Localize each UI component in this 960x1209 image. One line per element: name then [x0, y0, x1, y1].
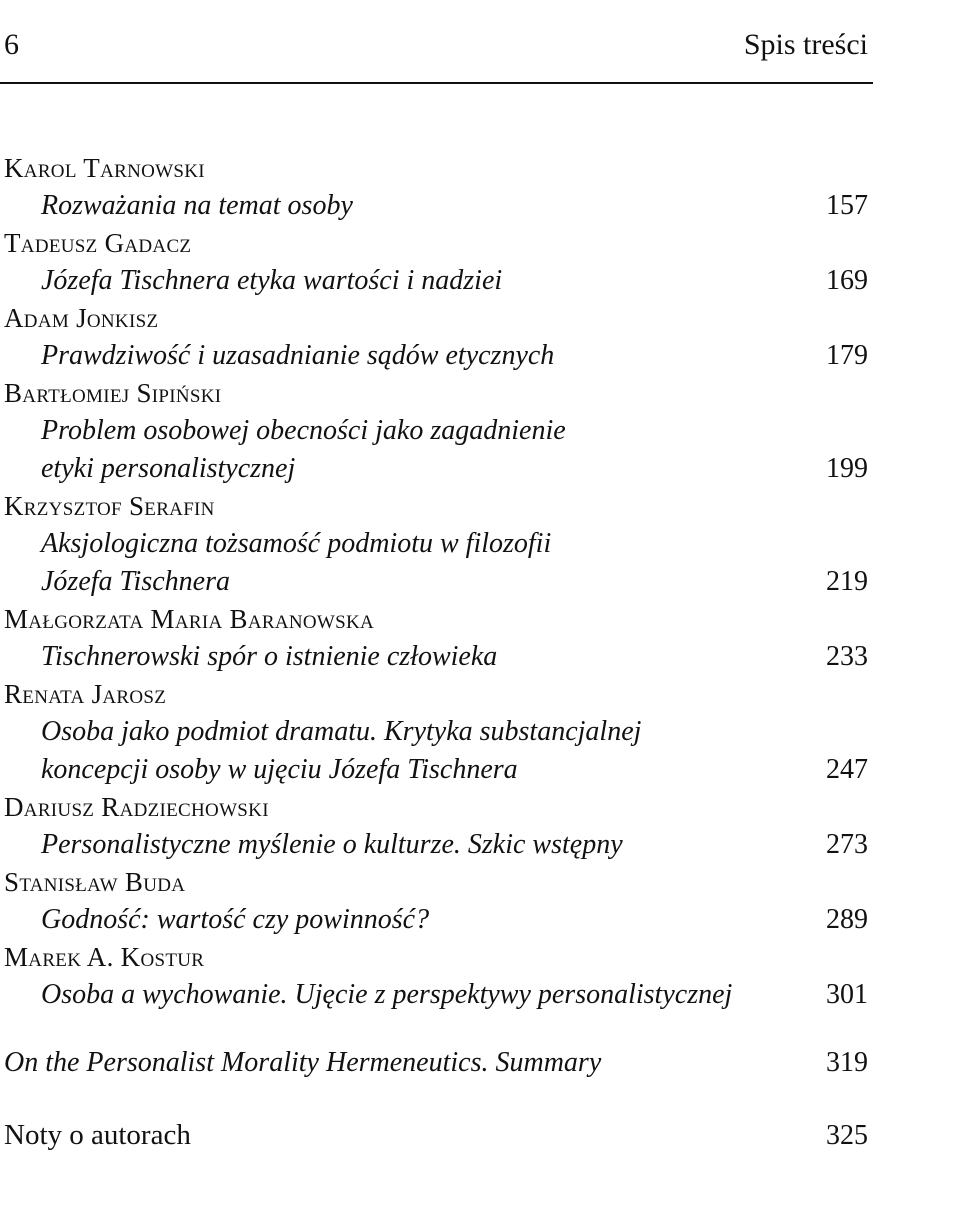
entry-author: Krzysztof Serafin	[4, 491, 215, 521]
entry-page: 273	[826, 829, 868, 860]
entry-page: 289	[826, 904, 868, 935]
entry-author: Bartłomiej Sipiński	[4, 378, 222, 408]
toc-notes-entry[interactable]	[4, 1116, 868, 1154]
entry-title-line: Aksjologiczna tożsamość podmiotu w filozofii	[41, 528, 552, 559]
toc-entry[interactable]	[4, 150, 868, 225]
entry-title-line: Józefa Tischnera	[41, 566, 230, 597]
page-header	[0, 28, 868, 62]
entry-page: 247	[826, 754, 868, 785]
entry-title-line: Osoba jako podmiot dramatu. Krytyka substancjalnej	[41, 716, 642, 747]
toc-entry[interactable]	[4, 300, 868, 375]
toc-entry[interactable]	[4, 864, 868, 939]
entry-author: Karol Tarnowski	[4, 153, 205, 183]
entry-title-line: Problem osobowej obecności jako zagadnienie	[41, 415, 566, 446]
entry-author: Małgorzata Maria Baranowska	[4, 604, 375, 634]
entry-page: 179	[826, 340, 868, 371]
entry-author: Renata Jarosz	[4, 679, 167, 709]
entry-title: Godność: wartość czy powinność?	[41, 904, 430, 935]
entry-title: Rozważania na temat osoby	[41, 190, 353, 221]
summary-page: 319	[826, 1047, 868, 1078]
toc-entry[interactable]	[4, 789, 868, 864]
entry-title: Osoba a wychowanie. Ujęcie z perspektywy personalistycznej	[41, 979, 733, 1010]
entry-page: 301	[826, 979, 868, 1010]
toc-entry[interactable]	[4, 225, 868, 300]
toc-entry[interactable]	[4, 488, 868, 601]
toc-entry[interactable]	[4, 375, 868, 488]
entry-page: 199	[826, 453, 868, 484]
entry-title: Tischnerowski spór o istnienie człowieka	[41, 641, 498, 672]
running-title: Spis treści	[743, 28, 868, 61]
toc-entry[interactable]	[4, 601, 868, 676]
toc-entry[interactable]	[4, 939, 868, 1014]
toc-summary-entry[interactable]	[4, 1044, 868, 1082]
entry-page: 157	[826, 190, 868, 221]
entry-page: 219	[826, 566, 868, 597]
notes-title: Noty o autorach	[4, 1119, 191, 1151]
entry-author: Dariusz Radziechowski	[4, 792, 269, 822]
entry-title: Prawdziwość i uzasadnianie sądów etycznych	[41, 340, 555, 371]
page-number: 6	[4, 28, 19, 61]
entry-title: Personalistyczne myślenie o kulturze. Szkic wstępny	[41, 829, 623, 860]
entry-author: Stanisław Buda	[4, 867, 186, 897]
entry-author: Marek A. Kostur	[4, 942, 205, 972]
header-rule	[0, 82, 873, 84]
entry-title: Józefa Tischnera etyka wartości i nadziei	[41, 265, 503, 296]
notes-page: 325	[826, 1120, 868, 1151]
entry-author: Tadeusz Gadacz	[4, 228, 192, 258]
summary-title: On the Personalist Morality Hermeneutics. Summary	[4, 1047, 602, 1078]
toc-entry[interactable]	[4, 676, 868, 789]
entry-page: 233	[826, 641, 868, 672]
entry-author: Adam Jonkisz	[4, 303, 159, 333]
entry-page: 169	[826, 265, 868, 296]
table-of-contents	[4, 150, 868, 1154]
entry-title-line: etyki personalistycznej	[41, 453, 296, 484]
entry-title-line: koncepcji osoby w ujęciu Józefa Tischnera	[41, 754, 518, 785]
